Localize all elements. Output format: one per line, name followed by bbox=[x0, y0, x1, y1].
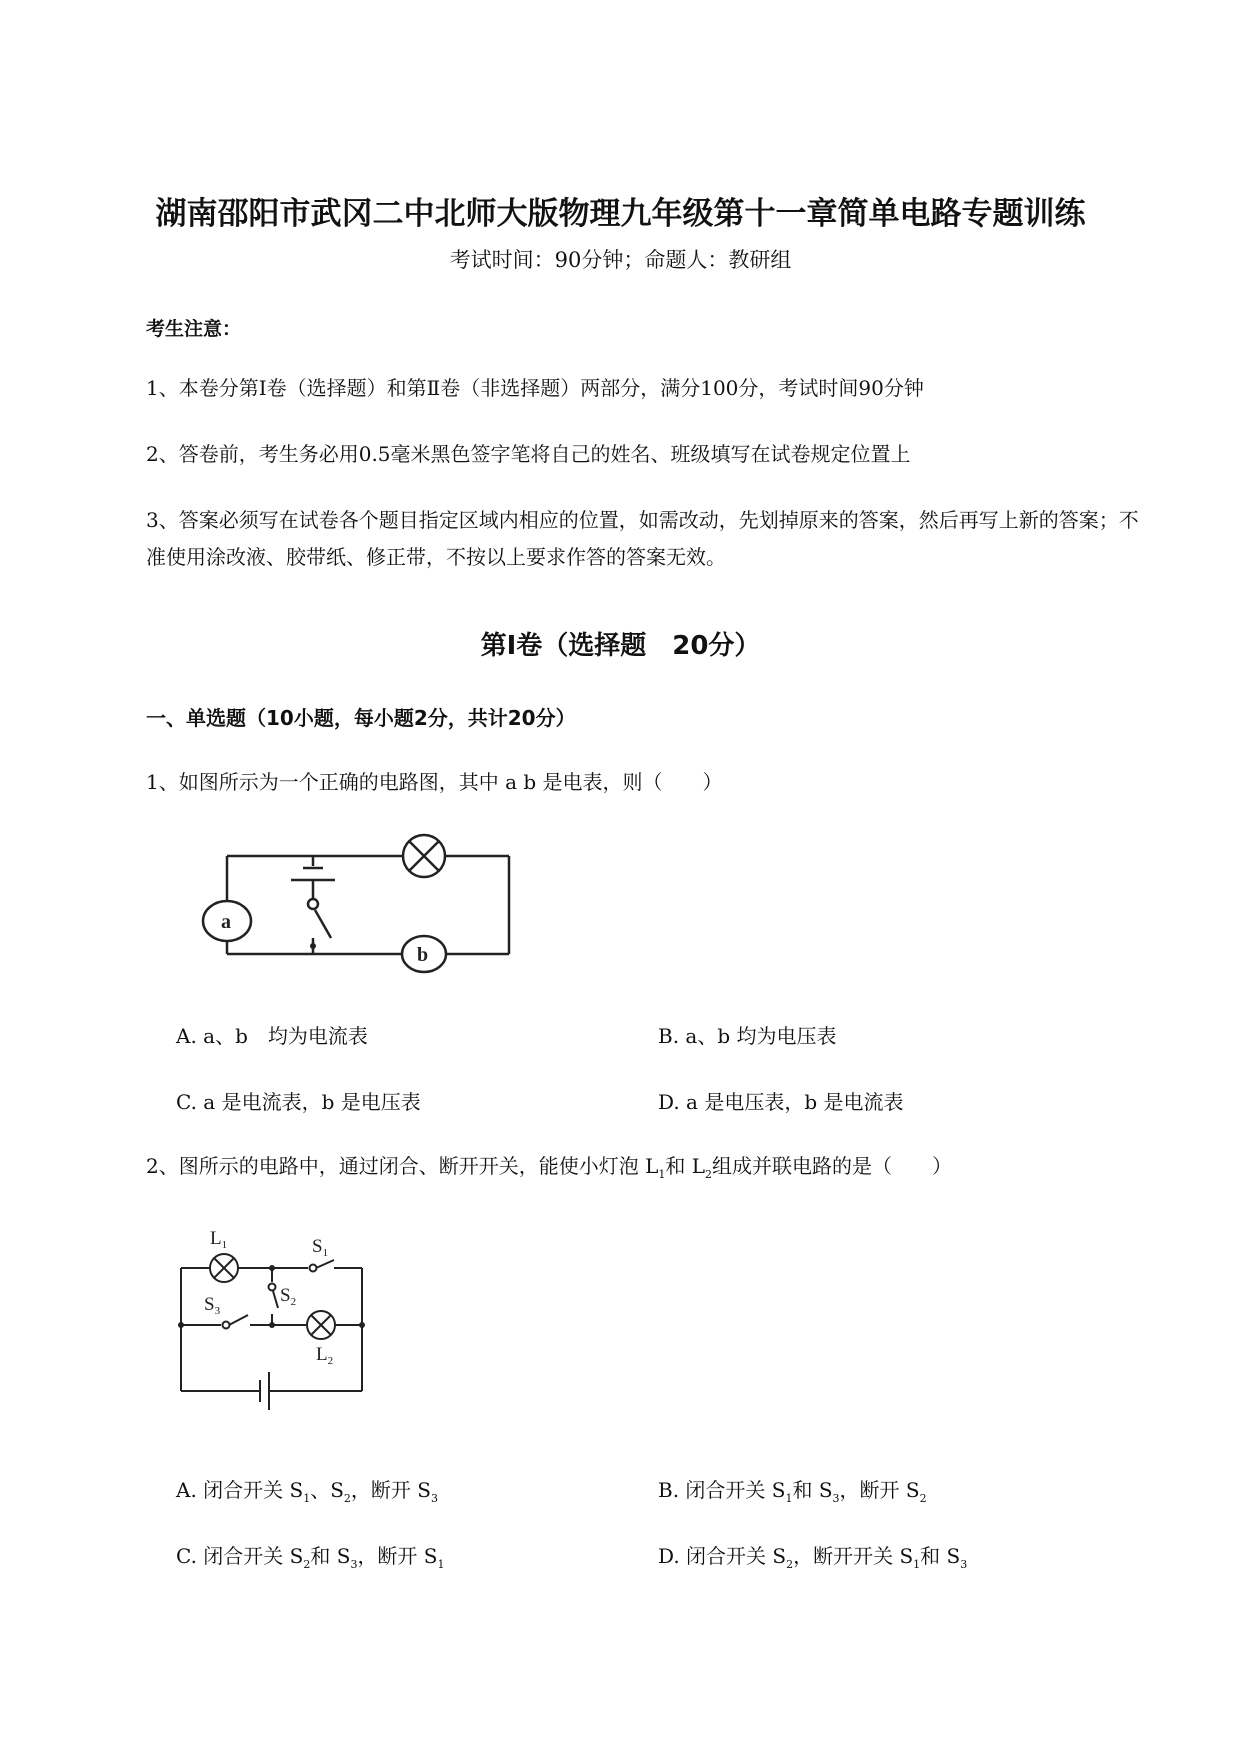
page-title: 湖南邵阳市武冈二中北师大版物理九年级第十一章简单电路专题训练 bbox=[155, 196, 1086, 232]
question-1-circuit-diagram bbox=[195, 826, 515, 966]
section-title: 第I卷（选择题 20分） bbox=[480, 631, 761, 661]
q1-option-b[interactable]: B. a、b 均为电压表 bbox=[658, 1024, 837, 1048]
notice-item-1: 1、本卷分第I卷（选择题）和第Ⅱ卷（非选择题）两部分，满分100分，考试时间90分钟 bbox=[146, 376, 924, 400]
q2-option-c[interactable]: C. 闭合开关 $S_2$和 $S_3$，断开 $S_1$ bbox=[176, 1544, 445, 1571]
question-2-circuit-diagram bbox=[176, 1222, 376, 1417]
q1-option-a[interactable]: A. a、b 均为电流表 bbox=[176, 1024, 368, 1048]
meter-b-label: b bbox=[417, 944, 429, 966]
q1-option-c[interactable]: C. a 是电流表，b 是电压表 bbox=[176, 1090, 421, 1114]
label-S1: $S_1$ bbox=[312, 1236, 329, 1259]
question-2-stem: 2、图所示的电路中，通过闭合、断开开关，能使小灯泡 $L_1$和 $L_2$组成并联电路的是（ ） bbox=[146, 1154, 953, 1181]
notice-heading: 考生注意： bbox=[146, 318, 242, 340]
notice-item-2: 2、答卷前，考生务必用0.5毫米黑色签字笔将自己的姓名、班级填写在试卷规定位置上 bbox=[146, 442, 911, 466]
notice-item-3: 3、答案必须写在试卷各个题目指定区域内相应的位置，如需改动，先划掉原来的答案，然后再写上新的答案；不准使用涂改液、胶带纸、修正带，不按以上要求作答的答案无效。 bbox=[146, 508, 1139, 569]
exam-meta: 考试时间：90分钟；命题人：教研组 bbox=[449, 248, 792, 272]
part-heading: 一、单选题（10小题，每小题2分，共计20分） bbox=[146, 706, 576, 730]
label-S3: $S_3$ bbox=[204, 1294, 221, 1317]
question-1-stem: 1、如图所示为一个正确的电路图，其中 a b 是电表，则（ ） bbox=[146, 770, 723, 794]
label-S2: $S_2$ bbox=[280, 1285, 297, 1308]
q2-option-d[interactable]: D. 闭合开关 $S_2$，断开开关 $S_1$和 $S_3$ bbox=[658, 1544, 968, 1571]
meter-a-label: a bbox=[221, 911, 231, 933]
q2-option-a[interactable]: A. 闭合开关 $S_1$、$S_2$，断开 $S_3$ bbox=[176, 1478, 438, 1505]
q2-option-b[interactable]: B. 闭合开关 $S_1$和 $S_3$，断开 $S_2$ bbox=[658, 1478, 927, 1505]
label-L2: $L_2$ bbox=[316, 1344, 334, 1367]
label-L1: $L_1$ bbox=[210, 1228, 228, 1251]
q1-option-d[interactable]: D. a 是电压表，b 是电流表 bbox=[658, 1090, 904, 1114]
